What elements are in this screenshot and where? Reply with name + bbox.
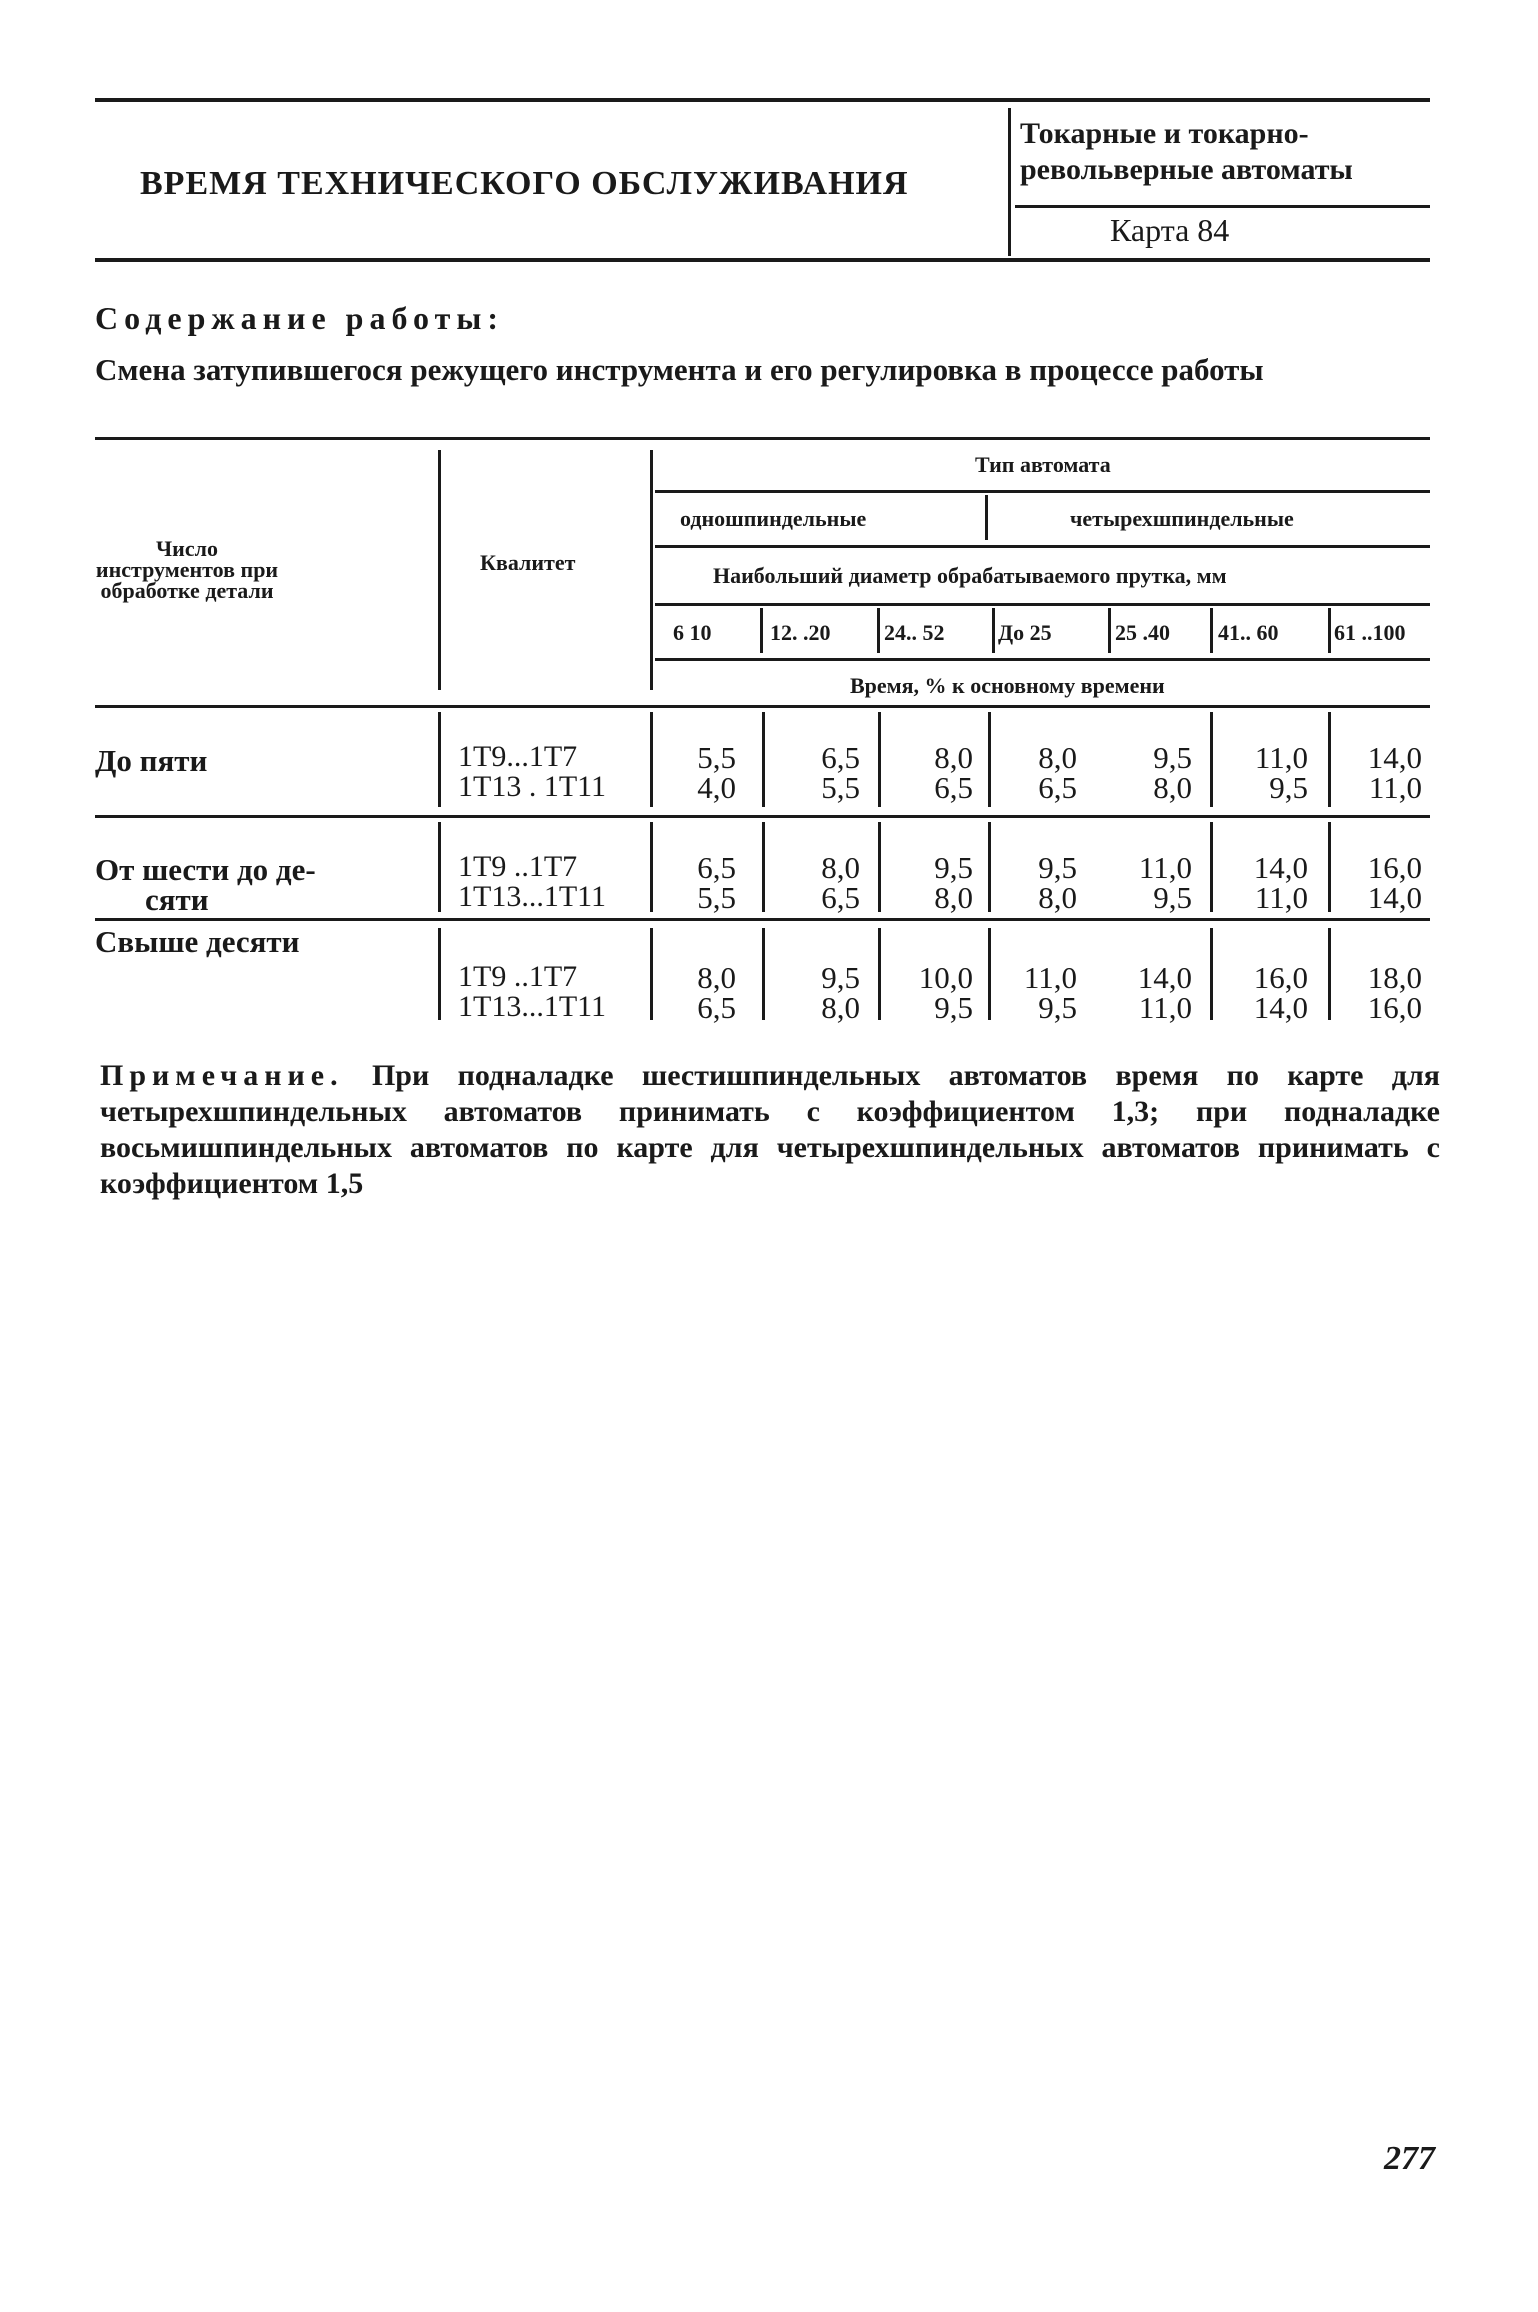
time-cell: 8,0	[821, 850, 860, 885]
body-vline	[1328, 928, 1331, 1020]
vline-spindle-split	[985, 495, 988, 540]
row-label: От шести до де-	[95, 852, 316, 887]
time-cell: 5,5	[697, 740, 736, 775]
time-cell: 9,5	[1153, 740, 1192, 775]
time-cell: 9,5	[1038, 850, 1077, 885]
time-cell: 9,5	[1038, 990, 1077, 1025]
time-cell: 5,5	[697, 880, 736, 915]
time-cell: 11,0	[1138, 990, 1192, 1025]
rule-under-ranges	[655, 658, 1430, 661]
col-count-label: Число инструментов при обработке детали	[95, 536, 279, 603]
time-cell: 14,0	[1367, 880, 1422, 915]
time-cell: 8,0	[934, 740, 973, 775]
time-cell: 5,5	[821, 770, 860, 805]
body-vline	[438, 822, 441, 912]
vline-d6	[1328, 608, 1331, 653]
row-divider-1	[95, 815, 1430, 818]
diameter-range: До 25	[998, 620, 1052, 645]
time-cell: 6,5	[821, 880, 860, 915]
category-line-1: Токарные и токарно-	[1020, 117, 1309, 150]
rule-under-spindle	[655, 545, 1430, 548]
time-cell: 11,0	[1138, 850, 1192, 885]
vline-d4	[1108, 608, 1111, 653]
body-vline	[762, 928, 765, 1020]
quality-value: 1Т13...1Т11	[458, 880, 607, 913]
body-vline	[988, 712, 991, 807]
category-line-2: револьверные автоматы	[1020, 153, 1353, 186]
rule-under-type	[655, 490, 1430, 493]
note	[100, 1058, 1440, 1202]
vline-d1	[760, 608, 763, 653]
time-cell: 6,5	[697, 850, 736, 885]
time-cell: 14,0	[1367, 740, 1422, 775]
body-vline	[438, 928, 441, 1020]
body-vline	[650, 822, 653, 912]
vline-d5	[1210, 608, 1213, 653]
body-vline	[762, 712, 765, 807]
time-cell: 14,0	[1253, 850, 1308, 885]
time-cell: 9,5	[1269, 770, 1308, 805]
time-cell: 4,0	[697, 770, 736, 805]
time-cell: 14,0	[1253, 990, 1308, 1025]
quality-value: 1Т13...1Т11	[458, 990, 607, 1023]
body-vline	[878, 928, 881, 1020]
time-cell: 9,5	[934, 990, 973, 1025]
body-vline	[878, 822, 881, 912]
body-vline	[762, 822, 765, 912]
table-header-bottom-rule	[95, 705, 1430, 708]
vline-count-quality	[438, 450, 441, 690]
time-cell: 8,0	[1153, 770, 1192, 805]
rule-under-diameter	[655, 603, 1430, 606]
time-cell: 10,0	[918, 960, 973, 995]
body-vline	[650, 712, 653, 807]
body-vline	[1210, 822, 1213, 912]
diameter-range: 24.. 52	[884, 620, 945, 645]
table-top-rule	[95, 437, 1430, 440]
diameter-range: 12. .20	[770, 620, 831, 645]
quality-value: 1Т9...1Т7	[458, 740, 578, 773]
diameter-range: 41.. 60	[1218, 620, 1279, 645]
machine-type-label: Тип автомата	[975, 452, 1111, 477]
single-spindle-label: одношпиндельные	[680, 506, 867, 531]
time-cell: 16,0	[1367, 850, 1422, 885]
vline-d3	[992, 608, 995, 653]
time-cell: 14,0	[1137, 960, 1192, 995]
body-vline	[988, 822, 991, 912]
time-cell: 8,0	[821, 990, 860, 1025]
document-title: ВРЕМЯ ТЕХНИЧЕСКОГО ОБСЛУЖИВАНИЯ	[140, 165, 909, 202]
page-number: 277	[1384, 2140, 1435, 2177]
time-cell: 8,0	[1038, 880, 1077, 915]
time-cell: 11,0	[1254, 880, 1308, 915]
table	[0, 0, 1538, 1040]
time-cell: 6,5	[1038, 770, 1077, 805]
body-vline	[1328, 822, 1331, 912]
time-cell: 6,5	[697, 990, 736, 1025]
card-number: Карта 84	[1110, 212, 1230, 248]
vline-quality-values	[650, 450, 653, 690]
time-cell: 11,0	[1254, 740, 1308, 775]
quality-value: 1Т13 . 1Т11	[458, 770, 607, 803]
col-quality-label: Квалитет	[480, 550, 576, 575]
body-vline	[438, 712, 441, 807]
time-cell: 6,5	[821, 740, 860, 775]
row-label: сяти	[145, 882, 209, 917]
time-cell: 8,0	[934, 880, 973, 915]
four-spindle-label: четырехшпиндельные	[1070, 506, 1294, 531]
time-cell: 16,0	[1367, 990, 1422, 1025]
vline-d2	[877, 608, 880, 653]
body-vline	[1210, 712, 1213, 807]
time-cell: 18,0	[1367, 960, 1422, 995]
body-vline	[1328, 712, 1331, 807]
time-cell: 11,0	[1368, 770, 1422, 805]
time-cell: 9,5	[934, 850, 973, 885]
body-vline	[650, 928, 653, 1020]
note-label: Примечание.	[100, 1059, 344, 1092]
time-note-label: Время, % к основному времени	[850, 673, 1165, 698]
time-cell: 9,5	[821, 960, 860, 995]
diameter-range: 6 10	[673, 620, 712, 645]
quality-value: 1Т9 ..1Т7	[458, 850, 578, 883]
time-cell: 8,0	[1038, 740, 1077, 775]
body-vline	[1210, 928, 1213, 1020]
row-label: Свыше десяти	[95, 924, 300, 959]
time-cell: 11,0	[1023, 960, 1077, 995]
diameter-range: 25 .40	[1115, 620, 1170, 645]
note-text: При подналадке шестишпиндельных автоматов время по карте для четырехшпиндельных автоматов принимать с коэффициентом 1,3; при подналадке восьмишпиндельных автоматов по карте для четырехшпиндельных автоматов принимать с коэффициентом 1,5	[100, 1059, 1441, 1200]
row-divider-2	[95, 918, 1430, 921]
quality-value: 1Т9 ..1Т7	[458, 960, 578, 993]
time-cell: 6,5	[934, 770, 973, 805]
time-cell: 8,0	[697, 960, 736, 995]
content-text: Смена затупившегося режущего инструмента и его регулировка в процессе работы	[95, 352, 1264, 387]
diameter-range: 61 ..100	[1334, 620, 1406, 645]
content-label: Содержание работы:	[95, 300, 504, 336]
body-vline	[988, 928, 991, 1020]
body-vline	[878, 712, 881, 807]
row-label: До пяти	[95, 743, 208, 778]
time-cell: 9,5	[1153, 880, 1192, 915]
time-cell: 16,0	[1253, 960, 1308, 995]
max-diameter-label: Наибольший диаметр обрабатываемого прутка, мм	[713, 563, 1227, 588]
